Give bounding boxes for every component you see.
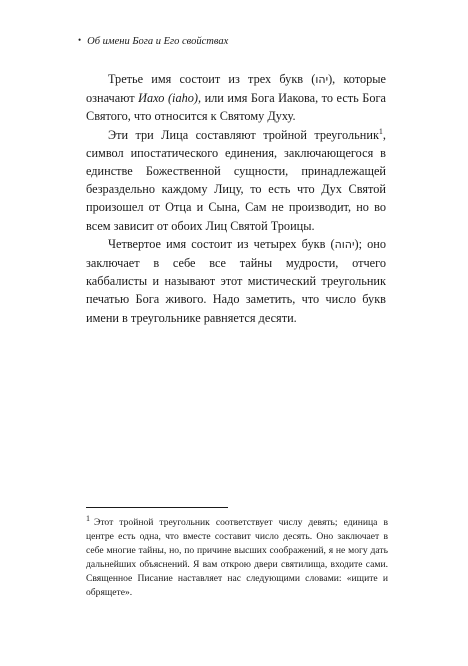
paragraph-3 (86, 235, 386, 327)
footnote (86, 513, 388, 600)
paragraph-3-text-a: Четвертое имя состоит из четырех букв ( (108, 236, 335, 251)
footnote-text: Этот тройной треугольник соответствует числу девять; единица в центре есть одна, что вместе составит число десять. Оно заключает в себе многие тайны, но, по причине высших соображений, я не могу дать дальнейших объяснений. Я вам открою двери святилища, входите сами. Священное Писание наставляет нас следующими словами: «ищите и обрящете». (86, 517, 388, 598)
running-header (78, 36, 228, 47)
italic-term: Иахо (iaho), (138, 91, 202, 106)
paragraph-2-text-b: , символ ипостатического единения, заключающегося в единстве Божественной сущности, принадлежащей безраздельно каждому Лицу, то есть что Дух Святой произошел от Отца и Сына, Сам не производит, но во всем зависит от обоих Лиц Святой Троицы. (86, 127, 386, 233)
paragraph-1-text-c: или имя Бога Иакова, то есть Бога Святого, что относится к Святому Духу. (86, 91, 386, 124)
hebrew-letters: יהוה (334, 237, 355, 251)
footnote-divider (86, 507, 228, 508)
footnote-reference[interactable]: 1 (378, 126, 383, 136)
chapter-title: Об имени Бога и Его свойствах (87, 36, 229, 47)
main-text (86, 70, 386, 327)
paragraph-2-text-a: Эти три Лица составляют тройной треугольник (108, 127, 379, 142)
footnote-mark: 1 (86, 513, 90, 523)
paragraph-3-text-b: ); оно заключает в себе все тайны мудрости, отчего каббалисты и называют этот мистический треугольник печатью Бога живого. Надо заметить, что число букв имени в треугольнике равняется десяти. (86, 236, 386, 325)
paragraph-1-text-b: ), которые означают (86, 72, 387, 106)
paragraph-2 (86, 126, 386, 235)
paragraph-1 (86, 70, 386, 126)
paragraph-1-text-a: Третье имя состоит из трех букв ( (108, 72, 316, 86)
hebrew-letters: יהו (315, 73, 329, 86)
bullet-icon: • (78, 35, 82, 45)
